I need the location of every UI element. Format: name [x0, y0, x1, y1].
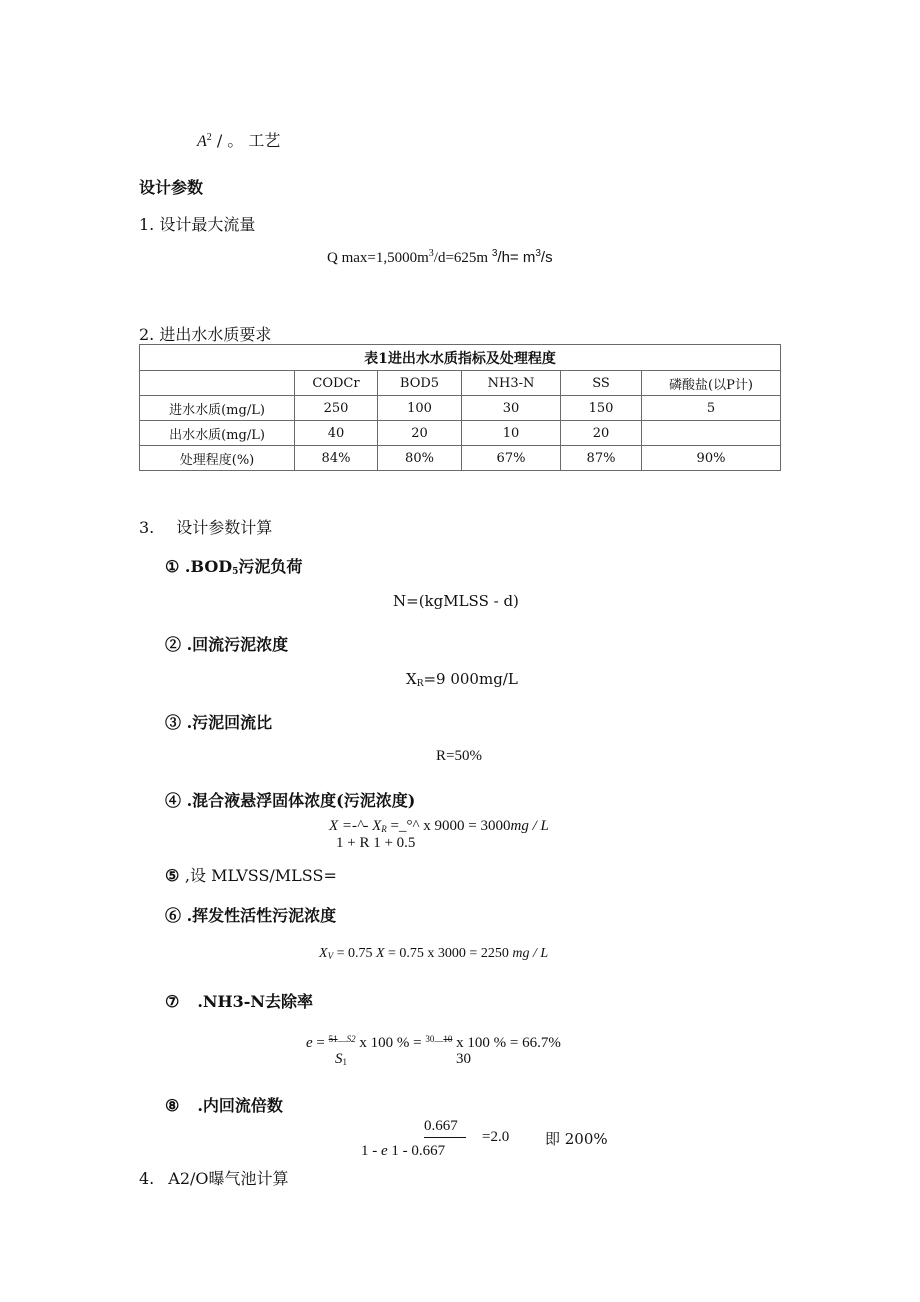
table-caption: 表1进出水水质指标及处理程度 [140, 345, 781, 371]
item-6-formula-c: X [375, 946, 385, 961]
s3-heading [139, 515, 272, 538]
table-header-cell: SS [561, 371, 642, 396]
table-header-cell: BOD5 [378, 371, 462, 396]
s1-formula-c-sup: 3 [535, 248, 541, 259]
table-cell: 5 [642, 396, 781, 421]
item-7-den2: 30 [456, 1051, 471, 1067]
item-4-formula-sub: R [381, 824, 387, 834]
item-marker: ⑤ [165, 866, 180, 885]
item-marker: ② [165, 635, 182, 654]
item-2-formula [406, 670, 518, 689]
table-cell: 10 [462, 421, 561, 446]
s1-formula-b-sup: 3 [491, 248, 498, 259]
table-row-label: 出水水质(mg/L) [140, 421, 295, 446]
item-4-formula-line2: 1 + R 1 + 0.5 [336, 835, 416, 851]
item-3-label [165, 710, 272, 733]
process-title-sup: 2 [206, 132, 212, 143]
item-4-label [165, 788, 415, 811]
item-6-formula [319, 946, 548, 962]
item-7-label [165, 989, 313, 1012]
item-5-label [165, 863, 337, 886]
item-marker: ⑥ [165, 906, 182, 925]
item-6-label-text: .挥发性活性污泥浓度 [186, 906, 337, 925]
item-6-formula-a: X [319, 946, 328, 961]
item-7-num1-a: 51 [328, 1034, 338, 1044]
item-8-numerator: 0.667 [424, 1118, 458, 1134]
s3-heading-num: 3. [139, 518, 155, 537]
table-cell: 150 [561, 396, 642, 421]
item-2-label [165, 632, 288, 655]
item-6-formula-sub: V [327, 951, 334, 961]
item-8-den-a: 1 - [361, 1143, 381, 1159]
item-6-label [165, 903, 336, 926]
process-title [197, 128, 280, 151]
item-7-num2-a: 30 [425, 1034, 435, 1044]
table-cell: 40 [295, 421, 378, 446]
item-marker: ⑦ [165, 992, 180, 1011]
s1-formula [327, 248, 553, 267]
item-7-formula-end: x 100 % = 66.7% [452, 1035, 561, 1051]
item-7-den1 [335, 1051, 347, 1068]
table-cell: 100 [378, 396, 462, 421]
item-1-label-sub: 5 [232, 567, 239, 577]
table-cell: 250 [295, 396, 378, 421]
item-4-formula-a: X =-^- X [329, 818, 382, 834]
item-2-formula-post: =9 000mg/L [423, 670, 518, 688]
table-row [140, 421, 781, 446]
item-8-den-b: 1 - 0.667 [387, 1143, 446, 1159]
s2-heading: 2. 进出水水质要求 [139, 325, 272, 344]
item-6-formula-unit: mg / L [512, 946, 549, 961]
item-2-label-text: .回流污泥浓度 [186, 635, 289, 654]
s1-formula-a: Q max=1,5000m [327, 250, 429, 266]
item-7-den1-text: S [335, 1051, 343, 1067]
table-header-row [140, 371, 781, 396]
item-6-formula-d: = 0.75 x 3000 = 2250 [384, 946, 513, 961]
item-8-result-note: 即 200% [545, 1130, 608, 1148]
item-7-num2-b: 10 [443, 1034, 453, 1044]
table-cell: 30 [462, 396, 561, 421]
table-caption-row [140, 345, 781, 371]
s1-formula-d: /s [540, 249, 553, 266]
s1-formula-b: /d=625m [433, 250, 492, 266]
item-1-label-pre: .BOD [184, 557, 233, 576]
item-8-fraction-line [424, 1137, 466, 1138]
table-cell [642, 421, 781, 446]
process-title-prefix: A [197, 133, 207, 150]
item-7-num1-b: S2 [346, 1034, 356, 1044]
table-cell: 90% [642, 446, 781, 471]
item-6-formula-b: = 0.75 [333, 946, 376, 961]
item-7-label-text: .NH3-N去除率 [197, 992, 314, 1011]
s4-heading-text: A2/O曝气池计算 [168, 1169, 289, 1188]
table-row-label: 进水水质(mg/L) [140, 396, 295, 421]
item-1-formula: N=(kgMLSS - d) [393, 592, 519, 610]
s4-heading-num: 4. [139, 1169, 155, 1188]
item-4-formula-line1 [329, 818, 549, 835]
item-7-formula-e: e [306, 1035, 313, 1051]
table-cell: 67% [462, 446, 561, 471]
item-1-label [165, 554, 302, 577]
item-marker: ③ [165, 713, 182, 732]
item-8-result: =2.0 [482, 1129, 510, 1145]
water-quality-table [139, 344, 781, 471]
item-8-label-text: .内回流倍数 [197, 1096, 283, 1115]
item-8-den-e: e [381, 1143, 388, 1159]
item-1-label-post: 污泥负荷 [238, 557, 303, 576]
s1-formula-a-sup: 3 [428, 248, 434, 259]
item-7-den1-sub: 1 [342, 1057, 347, 1067]
item-8-label [165, 1093, 283, 1116]
s4-heading [139, 1166, 289, 1189]
item-5-label-text: ,设 MLVSS/MLSS= [184, 866, 337, 885]
section-heading: 设计参数 [139, 178, 204, 197]
item-marker: ④ [165, 791, 182, 810]
process-title-suffix: / 。 工艺 [211, 131, 281, 150]
table-row [140, 396, 781, 421]
item-3-label-text: .污泥回流比 [186, 713, 273, 732]
table-cell: 80% [378, 446, 462, 471]
table-cell: 87% [561, 446, 642, 471]
s1-formula-c: /h= m [497, 249, 536, 266]
item-4-formula-unit: mg / L [510, 818, 549, 834]
table-row [140, 446, 781, 471]
table-header-cell: 磷酸盐(以P计) [642, 371, 781, 396]
table-row-label: 处理程度(%) [140, 446, 295, 471]
item-7-formula-mid: x 100 % = [355, 1035, 426, 1051]
table-cell: 20 [378, 421, 462, 446]
table-header-cell [140, 371, 295, 396]
item-marker: ⑧ [165, 1096, 180, 1115]
item-marker: ① [165, 557, 180, 576]
s3-heading-text: 设计参数计算 [176, 518, 273, 537]
item-4-formula-b: =_°^ x 9000 = 3000 [386, 818, 511, 834]
item-7-formula-eq: = [312, 1035, 329, 1051]
item-2-formula-sub: R [416, 679, 424, 689]
item-2-formula-pre: X [406, 670, 417, 688]
table-cell: 20 [561, 421, 642, 446]
item-3-formula: R=50% [436, 748, 482, 764]
table-header-cell: NH3-N [462, 371, 561, 396]
table-header-cell: CODCr [295, 371, 378, 396]
table-cell: 84% [295, 446, 378, 471]
s1-heading: 1. 设计最大流量 [139, 215, 256, 234]
item-4-label-text: .混合液悬浮固体浓度(污泥浓度) [186, 791, 416, 810]
item-8-denominator [361, 1143, 445, 1160]
item-7-formula: e = $^{51—S2}$ x 100 % = $^{30—10}$ x 100 % = 66.7% [306, 1034, 561, 1051]
